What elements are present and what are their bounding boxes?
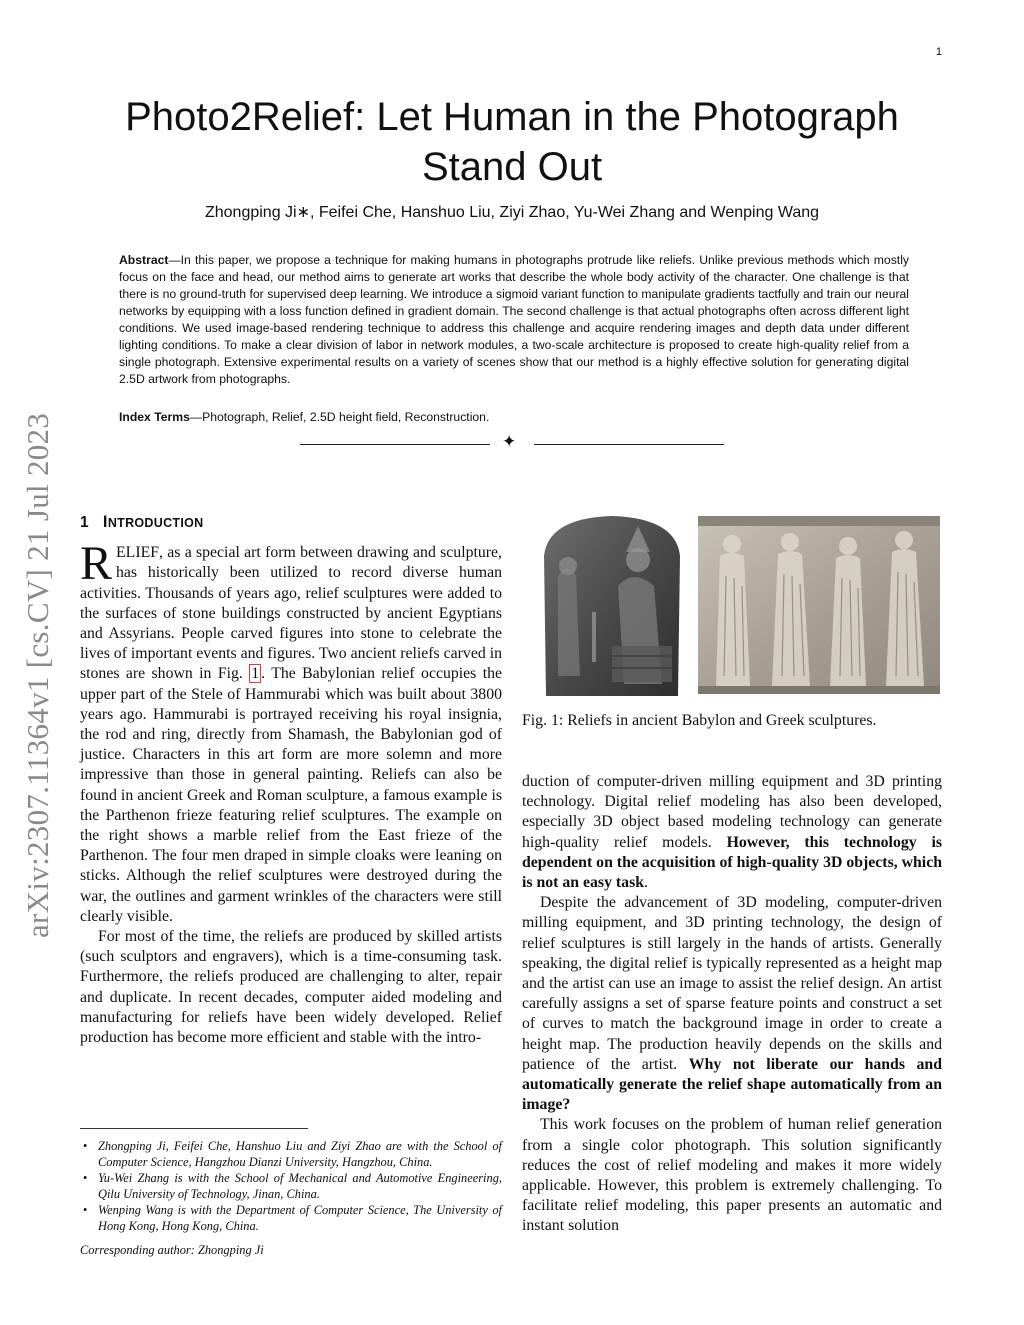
figure-1 [538, 516, 942, 696]
first-word-rest: ELIEF [116, 544, 160, 562]
footnote-rule [80, 1128, 308, 1129]
index-terms-text: —Photograph, Relief, 2.5D height field, Reconstruction. [189, 410, 490, 424]
section-divider [300, 432, 724, 452]
section-title-rest: NTRODUCTION [107, 516, 204, 530]
index-terms-label: Index Terms [119, 410, 190, 424]
section-number: 1 [80, 514, 89, 531]
arxiv-identifier: arXiv:2307.11364v1 [cs.CV] 21 Jul 2023 [20, 412, 55, 938]
parthenon-frieze-image [698, 516, 940, 694]
affiliation-item: • Wenping Wang is with the Department of Computer Science, The University of Hong Kong, Hong Kong, China. [80, 1202, 502, 1234]
divider-line-right [534, 444, 724, 445]
right-bold-a: However, this technology is dependent on the acquisition of high-quality 3D objects, which is not an easy task [522, 833, 942, 892]
paper-title: Photo2Relief: Let Human in the Photograph Stand Out [125, 95, 899, 189]
index-terms [119, 410, 909, 424]
corresponding-author: Corresponding author: Zhongping Ji [80, 1243, 264, 1257]
author-list: Zhongping Ji∗, Feifei Che, Hanshuo Liu, Ziyi Zhao, Yu-Wei Zhang and Wenping Wang [204, 204, 820, 221]
right-paragraph-3: This work focuses on the problem of human relief generation from a single color photograph. This solution significantly reduces the cost of relief modeling and makes it more widely applicable. However, this problem is extremely challenging. To facilitate relief modeling, this paper presents an automatic and instant solution [522, 1116, 942, 1235]
right-text-a: duction of computer-driven milling equipment and 3D printing technology. Digital relief modeling has also been developed, especially 3D object based modeling technology can generate high-quality relief models. [522, 773, 942, 851]
affiliation-list [80, 1138, 502, 1234]
right-paragraph-2 [522, 893, 942, 1115]
abstract-label: Abstract [119, 253, 169, 267]
right-text-end: . [644, 874, 648, 892]
footnotes [80, 1138, 502, 1258]
section-heading [80, 512, 502, 533]
figure-reference-link[interactable]: 1 [251, 665, 260, 683]
page-number: 1 [935, 46, 942, 58]
figure-caption: Fig. 1: Reliefs in ancient Babylon and Greek sculptures. [522, 712, 877, 729]
babylonian-stele-image [538, 516, 686, 696]
right-bold-b: Why not liberate our hands and automatically generate the relief shape automatically from an image? [522, 1055, 942, 1114]
affiliation-item: • Yu-Wei Zhang is with the School of Mechanical and Automotive Engineering, Qilu University of Technology, Jinan, China. [80, 1170, 502, 1202]
intro-paragraph-1 [80, 537, 502, 927]
dropcap-letter: R [80, 537, 113, 591]
section-title-initial: I [102, 513, 108, 531]
divider-star-icon: ✦ [502, 432, 517, 451]
intro-text-a: , as a special art form between drawing and sculpture, has historically been utilized to record diverse human activities. Thousands of years ago, relief sculptures were added to the surfaces of stone buildings constructed by ancient Egyptians and Assyrians. People carved figures into stone to celebrate the lives of important events and figures. Two ancient reliefs carved in stones are shown in Fig. [80, 544, 502, 683]
intro-text-b: . The Babylonian relief occupies the upper part of the Stele of Hammurabi which was built about 3800 years ago. Hammurabi is portrayed receiving his royal insignia, the rod and ring, directly from Shamash, the Babylonian god of justice. Characters in this art form are more solemn and more impressive than those in general painting. Reliefs can also be found in ancient Greek and Roman sculpture, a famous example is the Parthenon frieze featuring relief sculptures. The example on the right shows a marble relief from the East frieze of the Parthenon. The four men draped in simple cloaks were leaning on sticks. Although the relief sculptures were destroyed during the war, the outlines and garment wrinkles of the characters were still clearly visible. [80, 665, 502, 925]
intro-paragraph-2: For most of the time, the reliefs are produced by skilled artists (such sculptors and engravers), which is a time-consuming task. Furthermore, the reliefs produced are challenging to alter, repair and duplicate. In recent decades, computer aided modeling and manufacturing for reliefs have been widely developed. Relief production has become more efficient and stable with the intro- [80, 928, 502, 1047]
affiliation-item: • Zhongping Ji, Feifei Che, Hanshuo Liu and Ziyi Zhao are with the School of Computer Science, Hangzhou Dianzi University, Hangzhou, China. [80, 1138, 502, 1170]
right-column [522, 772, 942, 1237]
abstract [119, 252, 909, 388]
right-paragraph-1 [522, 772, 942, 893]
abstract-text: —In this paper, we propose a technique for making humans in photographs protrude like reliefs. Unlike previous methods which mostly focus on the face and head, our method aims to generate art works that describe the whole body activity of the character. One challenge is that there is no ground-truth for supervised deep learning. We introduce a sigmoid variant function to manipulate gradients tactfully and train our neural networks by equipping with a loss function defined in gradient domain. The second challenge is that actual photographs often across different light conditions. We used image-based rendering technique to address this challenge and acquire rendering images and depth data under different lighting conditions. To make a clear division of labor in network modules, a two-scale architecture is proposed to create high-quality relief from a single photograph. Extensive experimental results on a variety of scenes show that our method is a highly effective solution for generating digital 2.5D artwork from photographs. [119, 253, 909, 386]
left-column [80, 512, 502, 1048]
divider-line-left [300, 444, 490, 445]
right-text-b: Despite the advancement of 3D modeling, computer-driven milling equipment, and 3D printing technology, the design of relief sculptures is still largely in the hands of artists. Generally speaking, the digital relief is typically represented as a height map and the artist can use an image to assist the relief design. An artist carefully assigns a set of sparse feature points and construct a set of curves to match the background image in order to create a height map. The production heavily depends on the skills and patience of the artist. [522, 894, 942, 1073]
